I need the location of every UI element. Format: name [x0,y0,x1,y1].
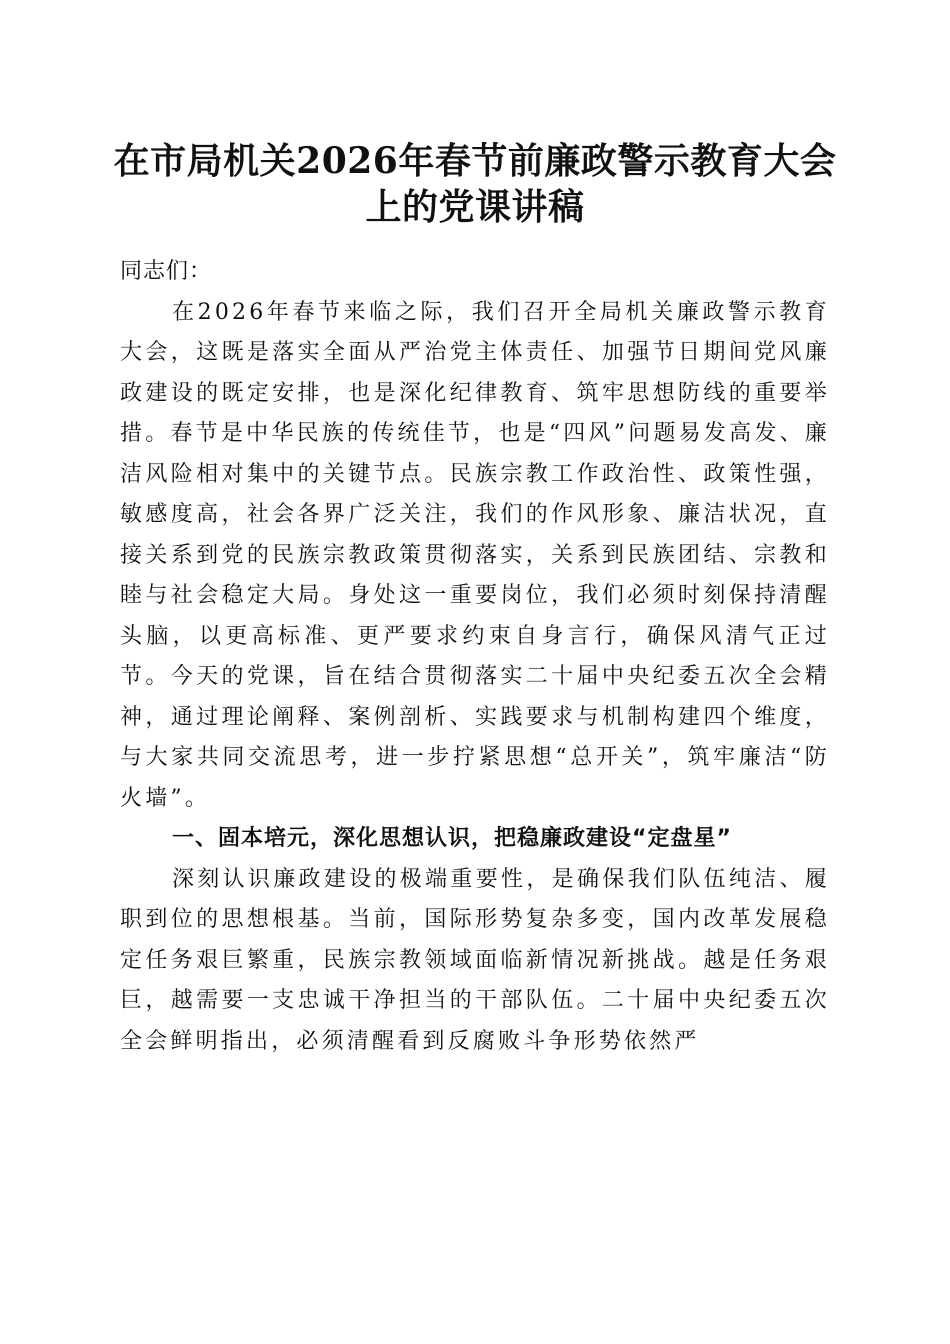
title-line-2: 上的党课讲稿 [365,186,585,228]
section-heading-1: 一、固本培元，深化思想认识，把稳廉政建设“定盘星” [172,826,732,851]
paragraph-intro: 在2026年春节来临之际，我们召开全局机关廉政警示教育大会，这既是落实全面从严治党主体责任、加强节日期间党风廉政建设的既定安排，也是深化纪律教育、筑牢思想防线的重要举措。春节是中华民族的传统佳节，也是“四风”问题易发高发、廉洁风险相对集中的关键节点。民族宗教工作政治性、政策性强，敏感度高，社会各界广泛关注，我们的作风形象、廉洁状况，直接关系到党的民族宗教政策贯彻落实，关系到民族团结、宗教和睦与社会稳定大局。身处这一重要岗位，我们必须时刻保持清醒头脑，以更高标准、更严要求约束自身言行，确保风清气正过节。今天的党课，旨在结合贯彻落实二十届中央纪委五次全会精神，通过理论阐释、案例剖析、实践要求与机制构建四个维度，与大家共同交流思考，进一步拧紧思想“总开关”，筑牢廉洁“防火墙”。 [120,299,830,811]
document-body [120,252,830,1062]
paragraph-section-1: 深刻认识廉政建设的极端重要性，是确保我们队伍纯洁、履职到位的思想根基。当前，国际形势复杂多变，国内改革发展稳定任务艰巨繁重，民族宗教领域面临新情况新挑战。越是任务艰巨，越需要一支忠诚干净担当的干部队伍。二十届中央纪委五次全会鲜明指出，必须清醒看到反腐败斗争形势依然严 [120,866,830,1054]
document-title [110,138,840,230]
salutation: 同志们： [120,259,213,284]
title-line-1: 在市局机关2026年春节前廉政警示教育大会 [113,140,837,182]
